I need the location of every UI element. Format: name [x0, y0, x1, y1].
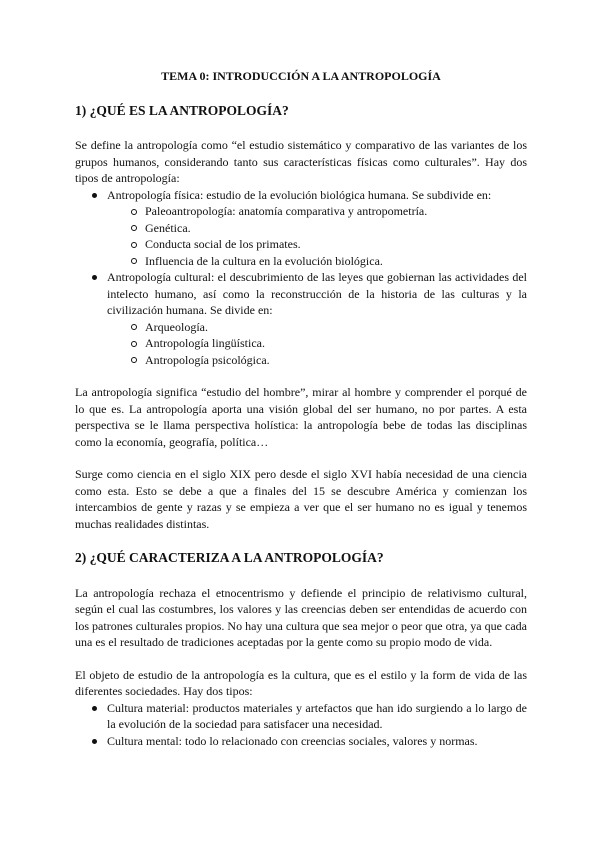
- section-1-paragraph-3: Surge como ciencia en el siglo XIX pero desde el siglo XVI había necesidad de una ciencia como esta. Esto se debe a que a finales del 15 se descubre América y comienzan los intercambios de gente y razas y se empieza a ver que el ser humano no es igual y tenemos muchas realidades distintas.: [75, 467, 527, 531]
- document-title: TEMA 0: INTRODUCCIÓN A LA ANTROPOLOGÍA: [161, 69, 441, 83]
- culture-types-list: [75, 700, 527, 750]
- section-2-heading: 2) ¿QUÉ CARACTERIZA A LA ANTROPOLOGÍA?: [75, 550, 384, 565]
- list-item: Genética.: [145, 220, 527, 237]
- document-page: [75, 68, 527, 749]
- list-item: Conducta social de los primates.: [145, 236, 527, 253]
- list-item: Influencia de la cultura en la evolución biológica.: [145, 253, 527, 270]
- list-item: Cultura mental: todo lo relacionado con creencias sociales, valores y normas.: [107, 733, 527, 750]
- list-item-text: Antropología cultural: el descubrimiento de las leyes que gobiernan las actividades del intelecto humano, así como la reconstrucción de la historia de las culturas y la civilización humana. Se divide en:: [107, 270, 527, 317]
- section-1-paragraph-2: La antropología significa “estudio del hombre”, mirar al hombre y comprender el porqué de lo que es. La antropología aporta una visión global del ser humano, no por partes. A esta perspectiva se le llama perspectiva holística: la antropología bebe de todas las disciplinas como la economía, geografía, política…: [75, 385, 527, 449]
- list-item-text: Antropología física: estudio de la evolución biológica humana. Se subdivide en:: [107, 187, 492, 202]
- list-item: [107, 269, 527, 368]
- list-item: [107, 187, 527, 270]
- list-item: Arqueología.: [145, 319, 527, 336]
- section-2-paragraph-2: El objeto de estudio de la antropología es la cultura, que es el estilo y la form de vida de las diferentes sociedades. Hay dos tipos:: [75, 667, 527, 698]
- section-1-intro: Se define la antropología como “el estudio sistemático y comparativo de las variantes de los grupos humanos, considerando tanto sus características físicas como culturales”. Hay dos tipos de antropología:: [75, 138, 527, 185]
- cultural-anthropology-sublist: [107, 319, 527, 369]
- anthropology-types-list: [75, 187, 527, 369]
- list-item: Antropología lingüística.: [145, 335, 527, 352]
- section-2-paragraph-1: La antropología rechaza el etnocentrismo y defiende el principio de relativismo cultural, según el cual las costumbres, los valores y las creencias deben ser entendidas de acuerdo con los patrones culturales propios. No hay una cultura que sea mejor o peor que otra, ya que cada una es el resultado de tradiciones aceptadas por la gente como su propio modo de vida.: [75, 585, 527, 649]
- list-item: Paleoantropología: anatomía comparativa y antropometría.: [145, 203, 527, 220]
- list-item: Cultura material: productos materiales y artefactos que han ido surgiendo a lo largo de la evolución de la sociedad para satisfacer una necesidad.: [107, 700, 527, 731]
- section-1-heading: 1) ¿QUÉ ES LA ANTROPOLOGÍA?: [75, 102, 289, 118]
- physical-anthropology-sublist: [107, 203, 527, 269]
- list-item: Antropología psicológica.: [145, 352, 527, 369]
